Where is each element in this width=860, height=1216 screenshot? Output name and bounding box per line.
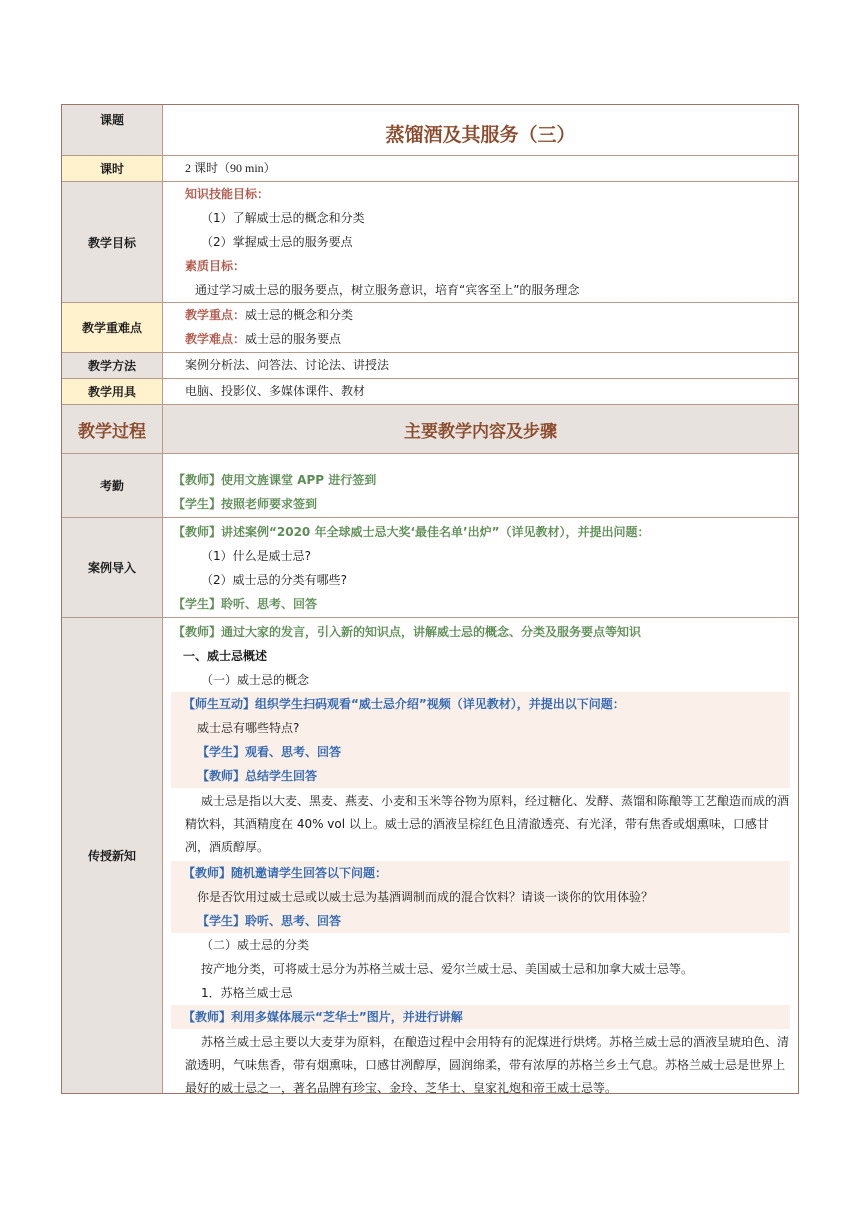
teach-label: 传授新知 bbox=[62, 618, 163, 1093]
show-prompt: 【教师】利用多媒体展示“芝华士”图片，并进行讲解 bbox=[183, 1010, 463, 1024]
attendance-student: 【学生】按照老师要求签到 bbox=[173, 497, 318, 511]
case-question: （2）威士忌的分类有哪些? bbox=[201, 573, 348, 587]
subsection-heading: （一）威士忌的概念 bbox=[201, 673, 310, 687]
difficult-point-text: 威士忌的服务要点 bbox=[245, 332, 342, 346]
topic-label: 课题 bbox=[62, 105, 163, 155]
invite-block bbox=[171, 861, 790, 933]
scotch-description: 苏格兰威士忌主要以大麦芽为原料，在酿造过程中会用特有的泥煤进行烘烤。苏格兰威士忌的酒液呈琥珀色、清澈透明，气味焦香，带有烟熏味，口感甘冽醇厚，圆润绵柔，带有浓厚的苏格兰乡土气息。苏格兰威士忌是世界上最好的威士忌之一，著名品牌有珍宝、金玲、芝华士、皇家礼炮和帝王威士忌等。 bbox=[185, 1035, 790, 1095]
goals-label: 教学目标 bbox=[62, 182, 163, 302]
student-response: 【学生】聆听、思考、回答 bbox=[197, 914, 342, 928]
knowledge-item: （1）了解威士忌的概念和分类 bbox=[201, 211, 365, 225]
subsection-heading: （二）威士忌的分类 bbox=[201, 938, 310, 952]
quality-title: 素质目标： bbox=[185, 259, 246, 273]
method-value: 案例分析法、问答法、讨论法、讲授法 bbox=[185, 358, 390, 372]
knowledge-item: （2）掌握威士忌的服务要点 bbox=[201, 235, 353, 249]
classification-text: 按产地分类，可将威士忌分为苏格兰威士忌、爱尔兰威士忌、美国威士忌和加拿大威士忌等。 bbox=[201, 962, 694, 976]
attendance-row bbox=[62, 453, 798, 517]
teach-intro: 【教师】通过大家的发言，引入新的知识点，讲解威士忌的概念、分类及服务要点等知识 bbox=[173, 625, 642, 639]
process-label: 教学过程 bbox=[62, 405, 163, 453]
lesson-title: 蒸馏酒及其服务（三） bbox=[385, 123, 576, 146]
invite-prompt: 【教师】随机邀请学生回答以下问题： bbox=[183, 866, 388, 880]
invite-question: 你是否饮用过威士忌或以威士忌为基酒调制而成的混合饮料？请谈一谈你的饮用体验？ bbox=[197, 890, 654, 904]
student-response: 【学生】观看、思考、回答 bbox=[197, 745, 342, 759]
key-point-title: 教学重点： bbox=[185, 308, 246, 322]
key-point-text: 威士忌的概念和分类 bbox=[245, 308, 354, 322]
teach-row bbox=[62, 617, 798, 1093]
case-question: （1）什么是威士忌? bbox=[201, 549, 312, 563]
goals-row bbox=[62, 181, 798, 302]
attendance-teacher: 【教师】使用文旌课堂 APP 进行签到 bbox=[173, 473, 377, 487]
tools-value: 电脑、投影仪、多媒体课件、教材 bbox=[185, 384, 366, 398]
case-row bbox=[62, 517, 798, 617]
attendance-label: 考勤 bbox=[62, 454, 163, 517]
process-value: 主要教学内容及步骤 bbox=[163, 405, 798, 453]
case-teacher: 【教师】讲述案例“2020 年全球威士忌大奖‘最佳名单’出炉”（详见教材），并提出问题： bbox=[173, 525, 650, 539]
difficult-point-title: 教学难点： bbox=[185, 332, 246, 346]
tools-label: 教学用具 bbox=[62, 379, 163, 404]
process-header-row bbox=[62, 404, 798, 453]
focus-label: 教学重难点 bbox=[62, 303, 163, 352]
tools-row bbox=[62, 378, 798, 404]
teacher-summary: 【教师】总结学生回答 bbox=[197, 769, 318, 783]
list-item: 1．苏格兰威士忌 bbox=[201, 986, 293, 1000]
quality-text: 通过学习威士忌的服务要点，树立服务意识，培育“宾客至上”的服务理念 bbox=[195, 283, 580, 297]
method-label: 教学方法 bbox=[62, 353, 163, 378]
method-row bbox=[62, 352, 798, 378]
lesson-plan-table bbox=[61, 104, 799, 1094]
hours-row bbox=[62, 155, 798, 181]
section-heading: 一、威士忌概述 bbox=[183, 649, 268, 663]
topic-row bbox=[62, 105, 798, 155]
whisky-definition: 威士忌是指以大麦、黑麦、燕麦、小麦和玉米等谷物为原料，经过糖化、发酵、蒸馏和陈酿等工艺酿造而成的酒精饮料，其酒精度在 40% vol 以上。威士忌的酒液呈棕红色且清澈透亮、有光泽，带有焦香或烟熏味，口感甘冽，酒质醇厚。 bbox=[185, 794, 790, 854]
focus-row bbox=[62, 302, 798, 352]
case-student: 【学生】聆听、思考、回答 bbox=[173, 597, 318, 611]
knowledge-title: 知识技能目标： bbox=[185, 187, 270, 201]
hours-label: 课时 bbox=[62, 156, 163, 181]
show-block bbox=[171, 1005, 790, 1029]
interaction-prompt: 【师生互动】组织学生扫码观看“威士忌介绍”视频（详见教材），并提出以下问题： bbox=[183, 697, 625, 711]
hours-value: 2 课时（90 min） bbox=[185, 161, 276, 175]
interaction-block bbox=[171, 692, 790, 788]
case-label: 案例导入 bbox=[62, 518, 163, 617]
interaction-question: 威士忌有哪些特点? bbox=[197, 721, 300, 735]
